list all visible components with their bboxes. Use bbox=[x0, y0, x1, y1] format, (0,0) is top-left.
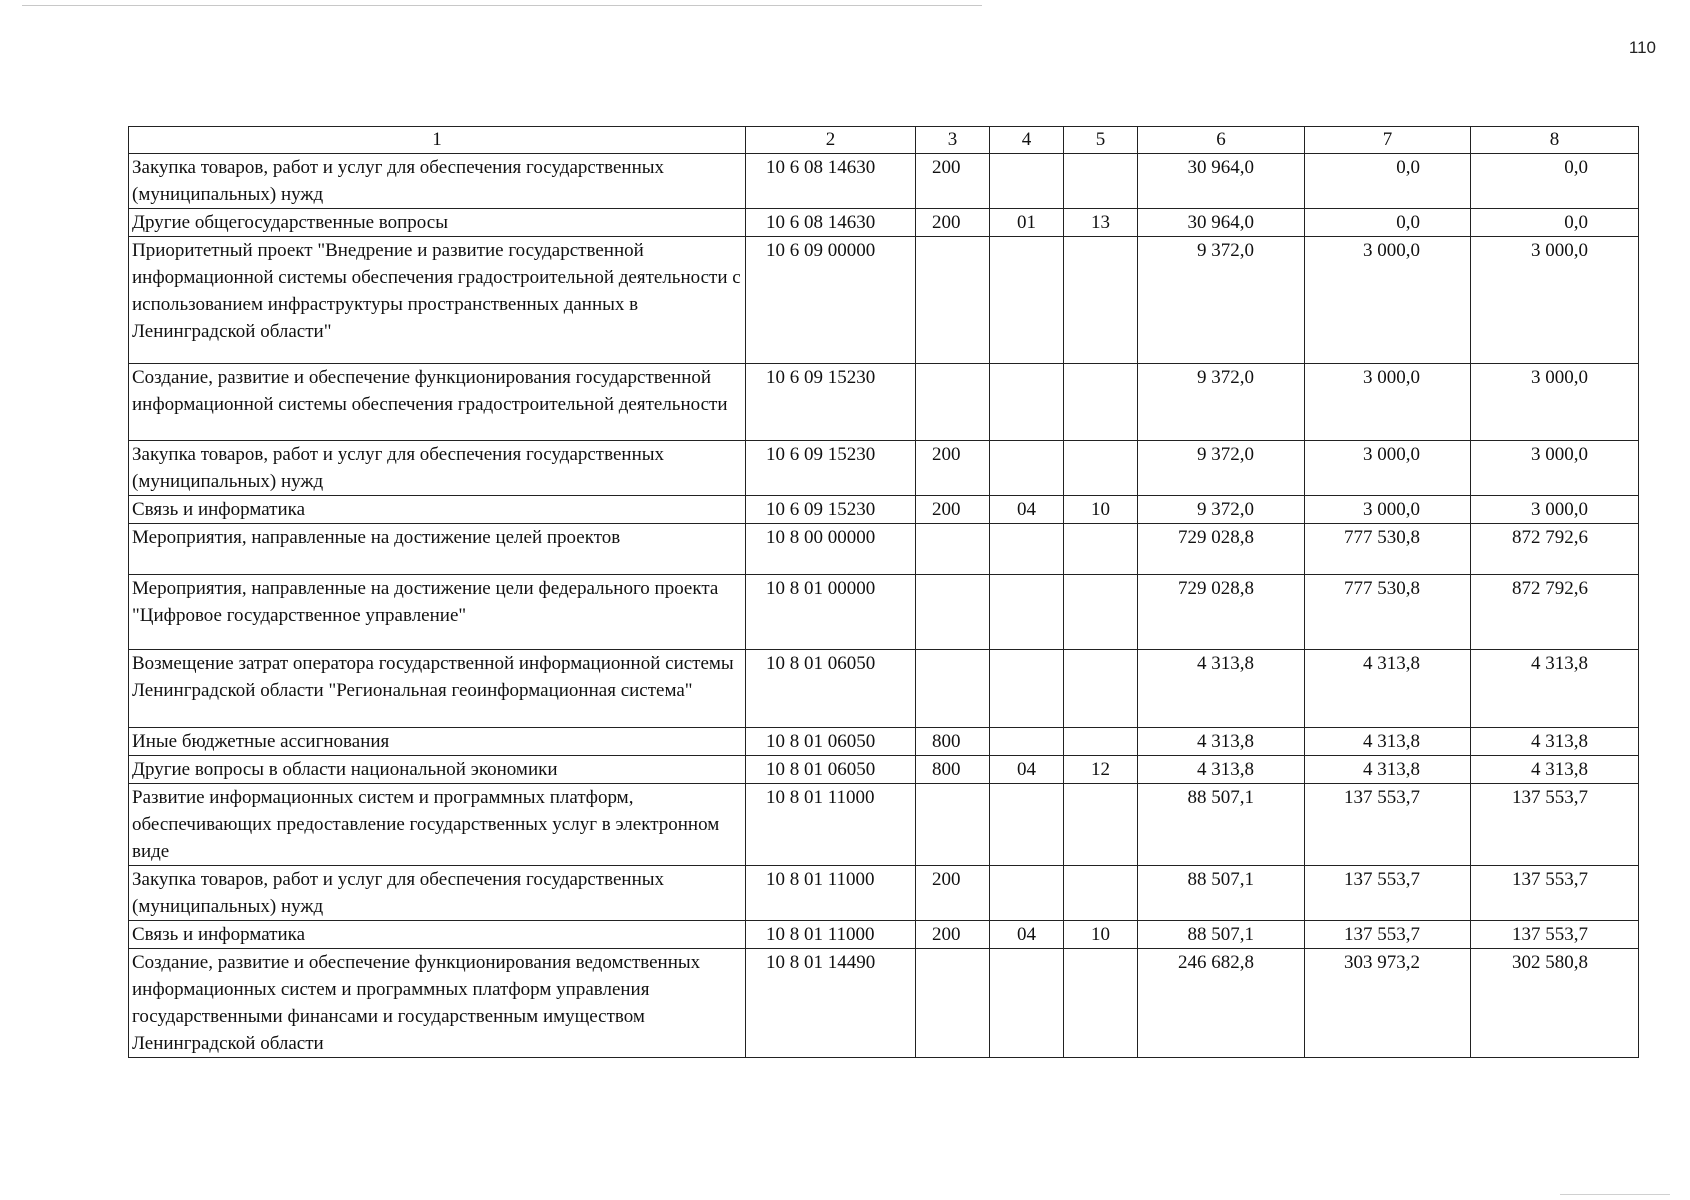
expense-type-code: 200 bbox=[916, 496, 990, 524]
amount-year-1: 30 964,0 bbox=[1138, 154, 1305, 209]
amount-year-3: 3 000,0 bbox=[1471, 364, 1639, 441]
amount-year-3: 137 553,7 bbox=[1471, 921, 1639, 949]
amount-year-3: 872 792,6 bbox=[1471, 524, 1639, 575]
amount-year-2: 3 000,0 bbox=[1305, 237, 1471, 364]
amount-year-2: 4 313,8 bbox=[1305, 650, 1471, 728]
column-number: 5 bbox=[1064, 127, 1138, 154]
target-article-code: 10 8 01 00000 bbox=[746, 575, 916, 650]
row-name-cell: Приоритетный проект "Внедрение и развитие государственной информационной системы обеспечения градостроительной деятельности с использованием инфраструктуры пространственных данных в Ленинградской области" bbox=[129, 237, 746, 364]
table-row bbox=[129, 921, 1639, 949]
amount-year-2: 777 530,8 bbox=[1305, 575, 1471, 650]
section-code bbox=[990, 949, 1064, 1058]
amount-year-3: 137 553,7 bbox=[1471, 784, 1639, 866]
section-code bbox=[990, 866, 1064, 921]
subsection-code bbox=[1064, 441, 1138, 496]
amount-year-3: 4 313,8 bbox=[1471, 756, 1639, 784]
amount-year-2: 137 553,7 bbox=[1305, 921, 1471, 949]
target-article-code: 10 6 08 14630 bbox=[746, 154, 916, 209]
row-name-cell: Мероприятия, направленные на достижение цели федерального проекта "Цифровое государственное управление" bbox=[129, 575, 746, 650]
budget-table bbox=[128, 126, 1639, 1058]
expense-type-code: 800 bbox=[916, 756, 990, 784]
row-name-cell: Связь и информатика bbox=[129, 921, 746, 949]
amount-year-2: 3 000,0 bbox=[1305, 364, 1471, 441]
subsection-code bbox=[1064, 949, 1138, 1058]
scan-bottom-rule bbox=[1560, 1194, 1670, 1195]
amount-year-2: 137 553,7 bbox=[1305, 784, 1471, 866]
expense-type-code bbox=[916, 364, 990, 441]
expense-type-code: 200 bbox=[916, 209, 990, 237]
target-article-code: 10 6 08 14630 bbox=[746, 209, 916, 237]
amount-year-1: 4 313,8 bbox=[1138, 728, 1305, 756]
amount-year-3: 4 313,8 bbox=[1471, 728, 1639, 756]
section-code bbox=[990, 728, 1064, 756]
amount-year-2: 137 553,7 bbox=[1305, 866, 1471, 921]
amount-year-3: 3 000,0 bbox=[1471, 237, 1639, 364]
amount-year-1: 4 313,8 bbox=[1138, 650, 1305, 728]
amount-year-1: 4 313,8 bbox=[1138, 756, 1305, 784]
amount-year-2: 4 313,8 bbox=[1305, 728, 1471, 756]
expense-type-code bbox=[916, 949, 990, 1058]
amount-year-3: 4 313,8 bbox=[1471, 650, 1639, 728]
column-number: 4 bbox=[990, 127, 1064, 154]
amount-year-2: 3 000,0 bbox=[1305, 496, 1471, 524]
expense-type-code bbox=[916, 237, 990, 364]
table-row bbox=[129, 575, 1639, 650]
section-code: 04 bbox=[990, 496, 1064, 524]
amount-year-1: 88 507,1 bbox=[1138, 784, 1305, 866]
amount-year-1: 88 507,1 bbox=[1138, 866, 1305, 921]
expense-type-code bbox=[916, 650, 990, 728]
expense-type-code bbox=[916, 524, 990, 575]
section-code: 04 bbox=[990, 921, 1064, 949]
section-code bbox=[990, 575, 1064, 650]
amount-year-2: 3 000,0 bbox=[1305, 441, 1471, 496]
expense-type-code: 200 bbox=[916, 866, 990, 921]
row-name-cell: Другие вопросы в области национальной экономики bbox=[129, 756, 746, 784]
target-article-code: 10 8 01 06050 bbox=[746, 728, 916, 756]
expense-type-code: 200 bbox=[916, 441, 990, 496]
amount-year-1: 88 507,1 bbox=[1138, 921, 1305, 949]
table-row bbox=[129, 784, 1639, 866]
subsection-code: 13 bbox=[1064, 209, 1138, 237]
subsection-code bbox=[1064, 364, 1138, 441]
row-name-cell: Связь и информатика bbox=[129, 496, 746, 524]
amount-year-3: 302 580,8 bbox=[1471, 949, 1639, 1058]
subsection-code: 12 bbox=[1064, 756, 1138, 784]
amount-year-3: 872 792,6 bbox=[1471, 575, 1639, 650]
subsection-code bbox=[1064, 784, 1138, 866]
subsection-code: 10 bbox=[1064, 921, 1138, 949]
amount-year-1: 729 028,8 bbox=[1138, 524, 1305, 575]
table-row bbox=[129, 154, 1639, 209]
subsection-code bbox=[1064, 237, 1138, 364]
target-article-code: 10 6 09 00000 bbox=[746, 237, 916, 364]
row-name-cell: Закупка товаров, работ и услуг для обеспечения государственных (муниципальных) нужд bbox=[129, 866, 746, 921]
row-name-cell: Развитие информационных систем и программных платформ, обеспечивающих предоставление государственных услуг в электронном виде bbox=[129, 784, 746, 866]
row-name-cell: Создание, развитие и обеспечение функционирования ведомственных информационных систем и программных платформ управления государственными финансами и государственным имуществом Ленинградской области bbox=[129, 949, 746, 1058]
amount-year-2: 0,0 bbox=[1305, 154, 1471, 209]
target-article-code: 10 6 09 15230 bbox=[746, 496, 916, 524]
amount-year-3: 3 000,0 bbox=[1471, 496, 1639, 524]
table-row bbox=[129, 866, 1639, 921]
expense-type-code: 800 bbox=[916, 728, 990, 756]
section-code bbox=[990, 364, 1064, 441]
row-name-cell: Другие общегосударственные вопросы bbox=[129, 209, 746, 237]
expense-type-code: 200 bbox=[916, 921, 990, 949]
row-name-cell: Создание, развитие и обеспечение функционирования государственной информационной системы обеспечения градостроительной деятельности bbox=[129, 364, 746, 441]
section-code: 04 bbox=[990, 756, 1064, 784]
target-article-code: 10 8 01 14490 bbox=[746, 949, 916, 1058]
target-article-code: 10 8 01 11000 bbox=[746, 866, 916, 921]
amount-year-3: 137 553,7 bbox=[1471, 866, 1639, 921]
amount-year-3: 3 000,0 bbox=[1471, 441, 1639, 496]
table-row bbox=[129, 237, 1639, 364]
table-row bbox=[129, 524, 1639, 575]
subsection-code bbox=[1064, 154, 1138, 209]
table-row bbox=[129, 209, 1639, 237]
amount-year-1: 9 372,0 bbox=[1138, 496, 1305, 524]
amount-year-3: 0,0 bbox=[1471, 154, 1639, 209]
row-name-cell: Возмещение затрат оператора государственной информационной системы Ленинградской области "Региональная геоинформационная система" bbox=[129, 650, 746, 728]
amount-year-1: 9 372,0 bbox=[1138, 237, 1305, 364]
column-number: 1 bbox=[129, 127, 746, 154]
target-article-code: 10 6 09 15230 bbox=[746, 364, 916, 441]
row-name-cell: Закупка товаров, работ и услуг для обеспечения государственных (муниципальных) нужд bbox=[129, 441, 746, 496]
section-code bbox=[990, 524, 1064, 575]
row-name-cell: Иные бюджетные ассигнования bbox=[129, 728, 746, 756]
target-article-code: 10 8 00 00000 bbox=[746, 524, 916, 575]
amount-year-1: 9 372,0 bbox=[1138, 441, 1305, 496]
column-number: 2 bbox=[746, 127, 916, 154]
section-code bbox=[990, 441, 1064, 496]
target-article-code: 10 8 01 06050 bbox=[746, 650, 916, 728]
subsection-code bbox=[1064, 866, 1138, 921]
scan-top-rule bbox=[22, 5, 982, 6]
page-number: 110 bbox=[1628, 38, 1656, 57]
target-article-code: 10 8 01 06050 bbox=[746, 756, 916, 784]
amount-year-1: 729 028,8 bbox=[1138, 575, 1305, 650]
table-row bbox=[129, 949, 1639, 1058]
section-code: 01 bbox=[990, 209, 1064, 237]
expense-type-code bbox=[916, 575, 990, 650]
row-name-cell: Закупка товаров, работ и услуг для обеспечения государственных (муниципальных) нужд bbox=[129, 154, 746, 209]
subsection-code bbox=[1064, 575, 1138, 650]
subsection-code bbox=[1064, 524, 1138, 575]
table-row bbox=[129, 650, 1639, 728]
section-code bbox=[990, 237, 1064, 364]
column-number-row bbox=[129, 127, 1639, 154]
amount-year-2: 4 313,8 bbox=[1305, 756, 1471, 784]
expense-type-code bbox=[916, 784, 990, 866]
column-number: 6 bbox=[1138, 127, 1305, 154]
expense-type-code: 200 bbox=[916, 154, 990, 209]
target-article-code: 10 8 01 11000 bbox=[746, 921, 916, 949]
section-code bbox=[990, 784, 1064, 866]
subsection-code bbox=[1064, 650, 1138, 728]
subsection-code bbox=[1064, 728, 1138, 756]
target-article-code: 10 8 01 11000 bbox=[746, 784, 916, 866]
amount-year-2: 0,0 bbox=[1305, 209, 1471, 237]
column-number: 8 bbox=[1471, 127, 1639, 154]
amount-year-1: 246 682,8 bbox=[1138, 949, 1305, 1058]
table-row bbox=[129, 441, 1639, 496]
section-code bbox=[990, 154, 1064, 209]
amount-year-3: 0,0 bbox=[1471, 209, 1639, 237]
table-row bbox=[129, 756, 1639, 784]
amount-year-1: 30 964,0 bbox=[1138, 209, 1305, 237]
table-row bbox=[129, 496, 1639, 524]
amount-year-2: 777 530,8 bbox=[1305, 524, 1471, 575]
row-name-cell: Мероприятия, направленные на достижение целей проектов bbox=[129, 524, 746, 575]
column-number: 7 bbox=[1305, 127, 1471, 154]
column-number: 3 bbox=[916, 127, 990, 154]
table-row bbox=[129, 728, 1639, 756]
amount-year-1: 9 372,0 bbox=[1138, 364, 1305, 441]
subsection-code: 10 bbox=[1064, 496, 1138, 524]
target-article-code: 10 6 09 15230 bbox=[746, 441, 916, 496]
section-code bbox=[990, 650, 1064, 728]
amount-year-2: 303 973,2 bbox=[1305, 949, 1471, 1058]
table-row bbox=[129, 364, 1639, 441]
